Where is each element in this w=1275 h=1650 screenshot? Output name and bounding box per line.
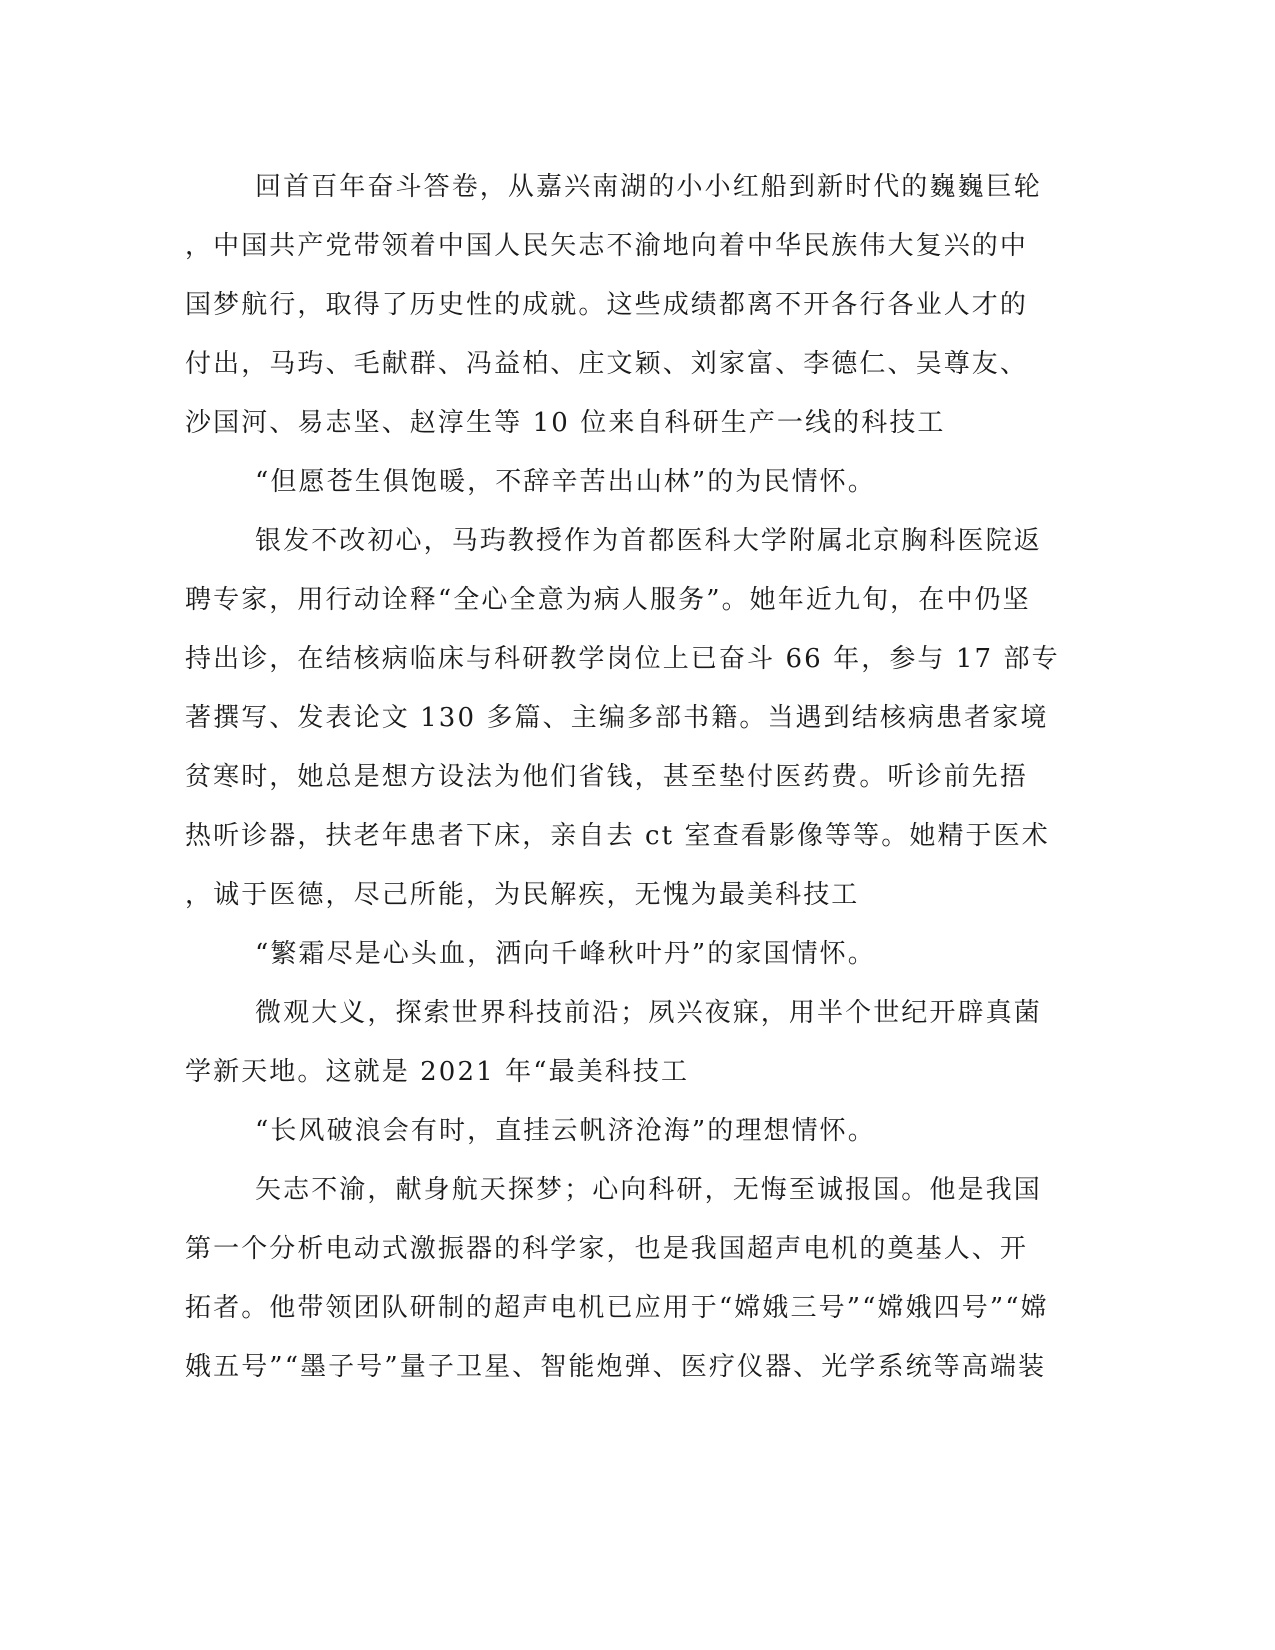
text-line: 银发不改初心，马玙教授作为首都医科大学附属北京胸科医院返 [255, 526, 1042, 556]
text-line: 著撰写、发表论文 130 多篇、主编多部书籍。当遇到结核病患者家境 [185, 703, 1049, 733]
text-line: 沙国河、易志坚、赵淳生等 10 位来自科研生产一线的科技工 [185, 408, 946, 438]
text-line: 微观大义，探索世界科技前沿；夙兴夜寐，用半个世纪开辟真菌 [255, 998, 1042, 1028]
text-line: 热听诊器，扶老年患者下床，亲自去 ct 室查看影像等等。她精于医术 [185, 821, 1050, 851]
text-line: 回首百年奋斗答卷，从嘉兴南湖的小小红船到新时代的巍巍巨轮 [255, 172, 1042, 202]
text-line: 矢志不渝，献身航天探梦；心向科研，无悔至诚报国。他是我国 [255, 1175, 1042, 1205]
text-line: 国梦航行，取得了历史性的成就。这些成绩都离不开各行各业人才的 [185, 290, 1029, 320]
text-line: 贫寒时，她总是想方设法为他们省钱，甚至垫付医药费。听诊前先捂 [185, 762, 1029, 792]
text-line: 持出诊，在结核病临床与科研教学岗位上已奋斗 66 年，参与 17 部专 [185, 644, 1060, 674]
section-heading: “繁霜尽是心头血，洒向千峰秋叶丹”的家国情怀。 [255, 939, 876, 969]
text-line: 娥五号”“墨子号”量子卫星、智能炮弹、医疗仪器、光学系统等高端装 [185, 1352, 1047, 1382]
text-line: 聘专家，用行动诠释“全心全意为病人服务”。她年近九旬，在中仍坚 [185, 585, 1031, 615]
text-line: 第一个分析电动式激振器的科学家，也是我国超声电机的奠基人、开 [185, 1234, 1029, 1264]
document-body [185, 158, 1075, 1397]
section-heading: “但愿苍生俱饱暖，不辞辛苦出山林”的为民情怀。 [255, 467, 876, 497]
section-heading: “长风破浪会有时，直挂云帆济沧海”的理想情怀。 [255, 1116, 876, 1146]
text-line: 付出，马玙、毛献群、冯益柏、庄文颖、刘家富、李德仁、吴尊友、 [185, 349, 1029, 379]
text-line: ，中国共产党带领着中国人民矢志不渝地向着中华民族伟大复兴的中 [185, 231, 1029, 261]
text-line: 学新天地。这就是 2021 年“最美科技工 [185, 1057, 690, 1087]
text-line: 拓者。他带领团队研制的超声电机已应用于“嫦娥三号”“嫦娥四号”“嫦 [185, 1293, 1049, 1323]
text-line: ，诚于医德，尽己所能，为民解疾，无愧为最美科技工 [185, 880, 860, 910]
